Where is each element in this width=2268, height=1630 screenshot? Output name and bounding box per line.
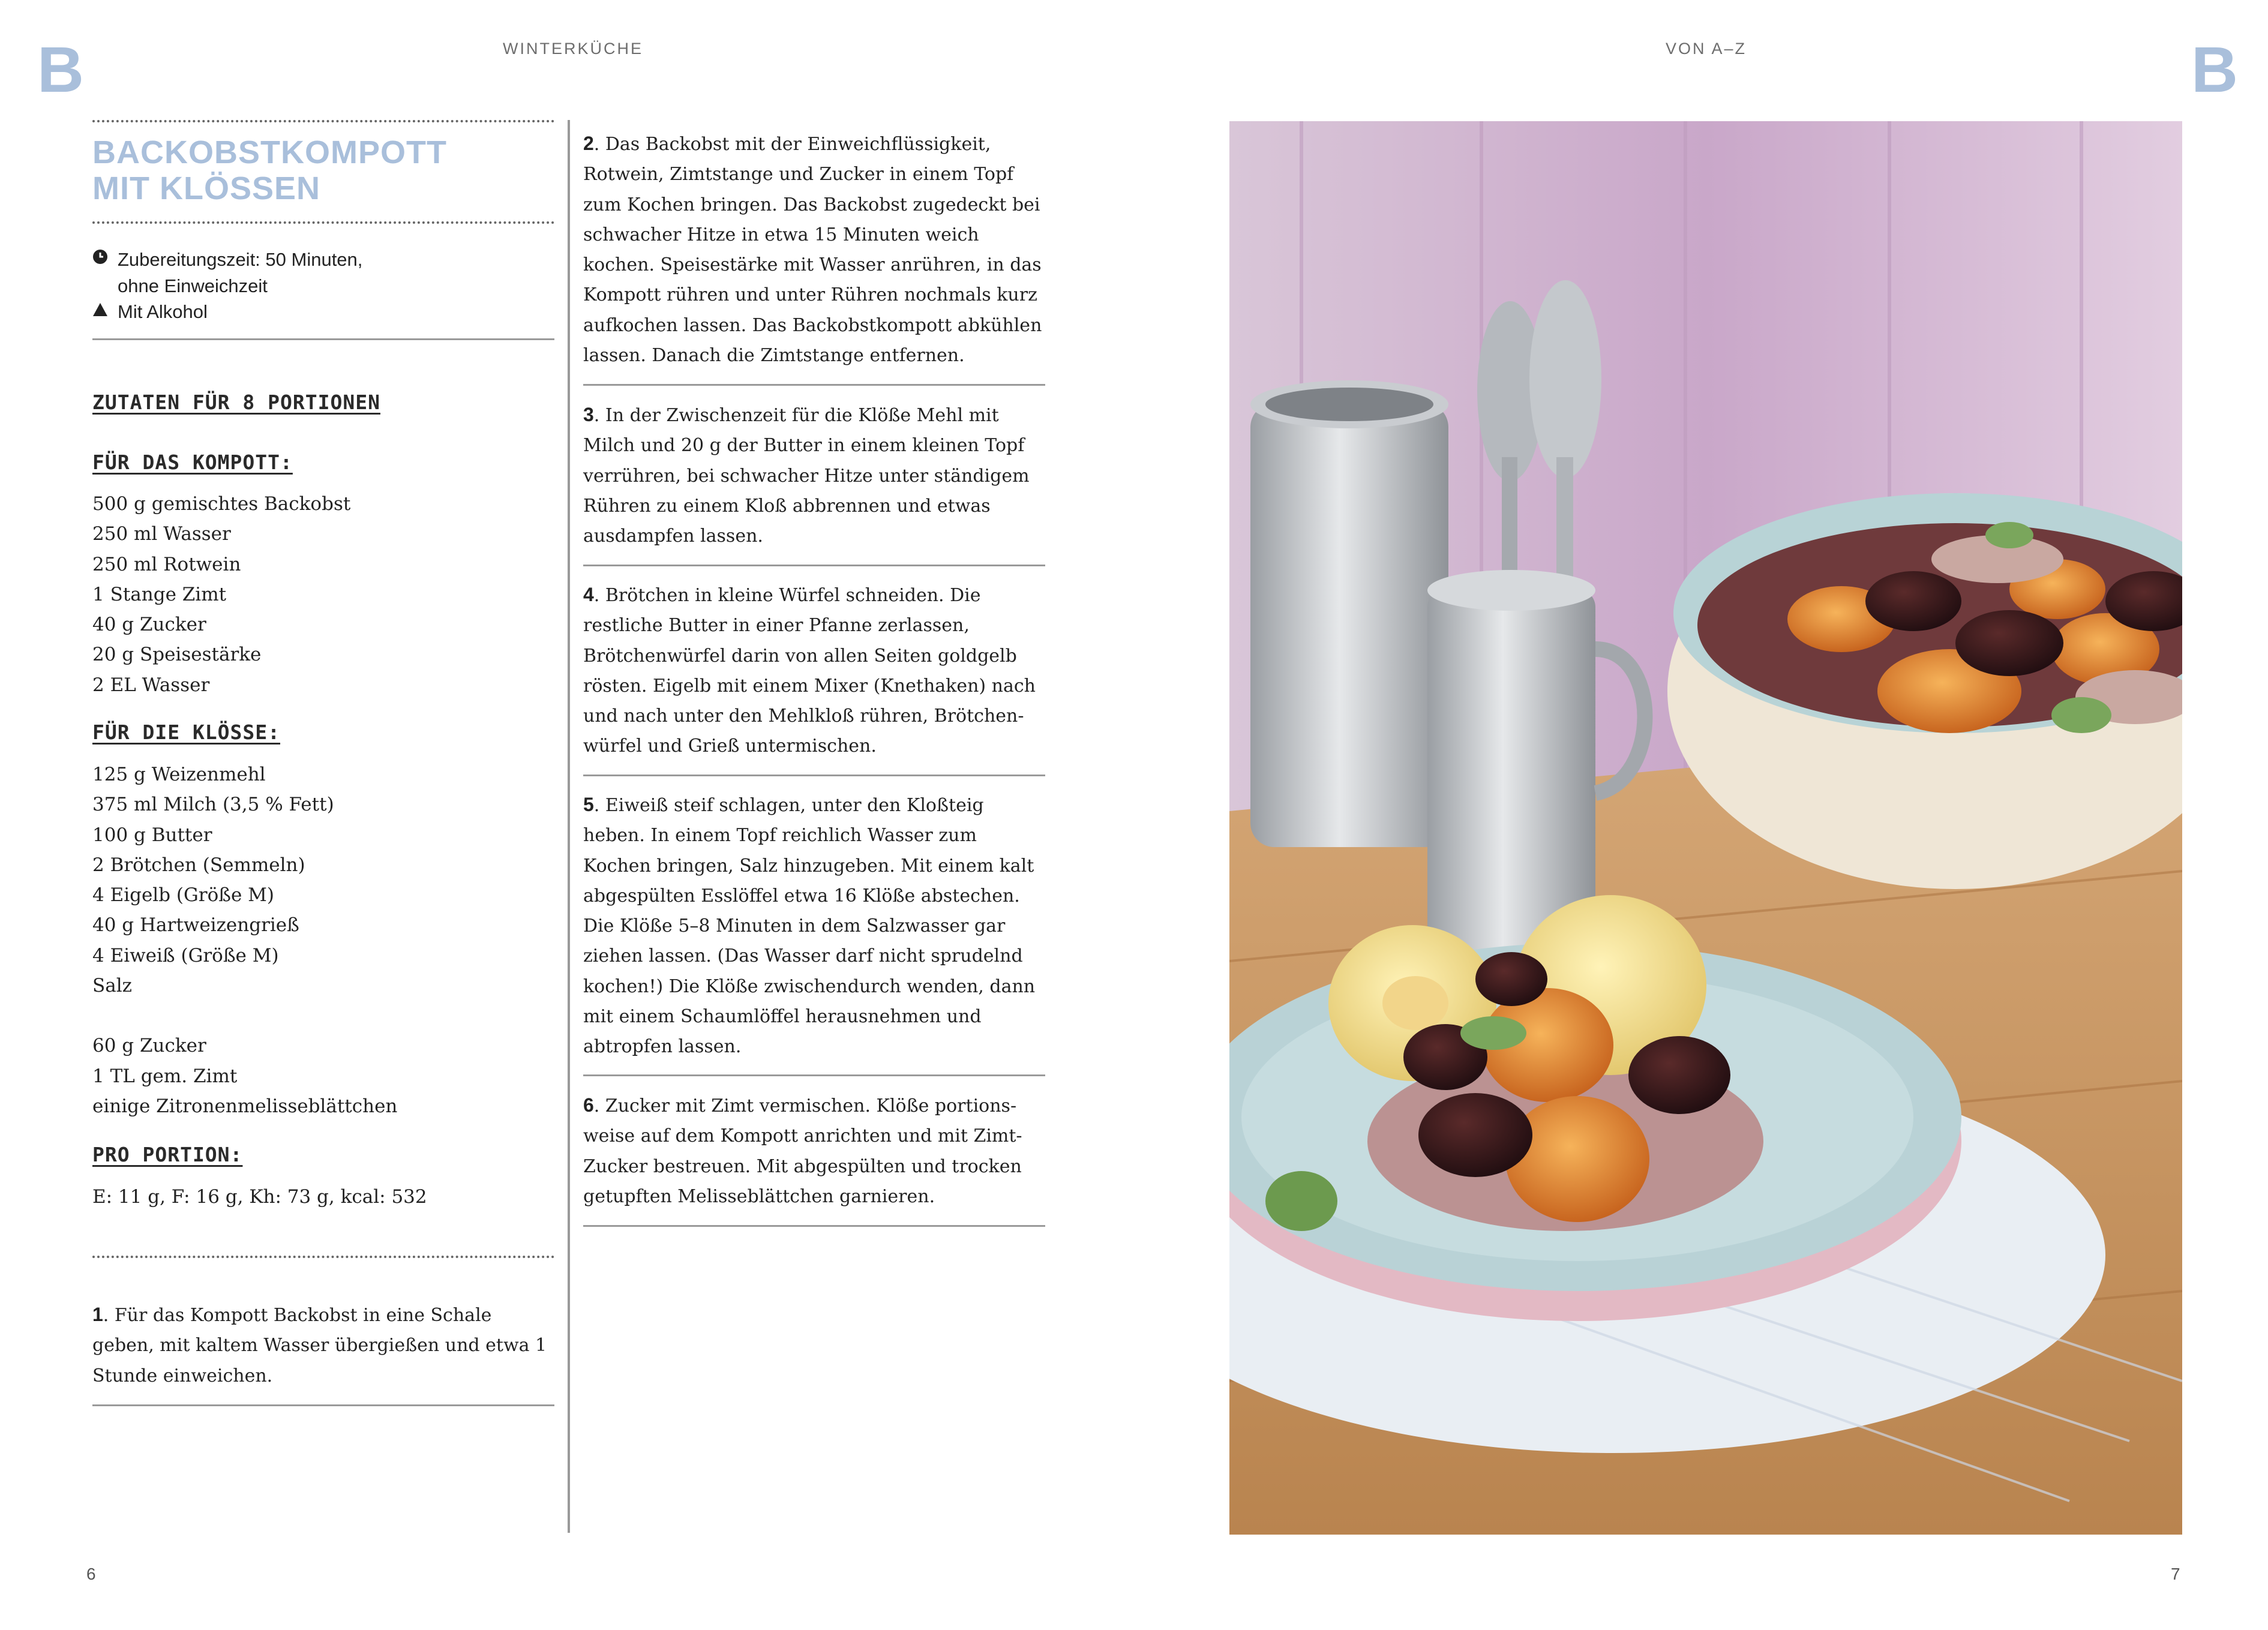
- kompott-ingredient-list: [92, 489, 350, 700]
- corner-letter-right: B: [2191, 33, 2238, 106]
- ingredient-item: 60 g Zucker: [92, 1035, 206, 1057]
- kompott-heading: FÜR DAS KOMPOTT:: [92, 451, 293, 474]
- triangle-icon: [92, 299, 118, 325]
- ingredient-item: 125 g Weizenmehl: [92, 764, 266, 785]
- ingredient-item: 2 Brötchen (Semmeln): [92, 854, 305, 876]
- prep-time-row: [92, 247, 554, 273]
- ingredient-item: 250 ml Wasser: [92, 523, 231, 545]
- ingredients-heading: ZUTATEN FÜR 8 PORTIONEN: [92, 391, 380, 414]
- page-number-left: 6: [86, 1565, 96, 1583]
- step-text: . Brötchen in kleine Würfel schneiden. Die restliche Butter in einer Pfanne zerlassen, Brötchenwürfel darin von allen Seiten goldgelb rösten. Eigelb mit einem Mixer (Knethaken) nach und nach unter den Mehlkloß rühren, Brötchenwürfel und Grieß untermischen.: [583, 585, 1036, 757]
- portion-heading: PRO PORTION:: [92, 1143, 243, 1166]
- kloesse-ingredient-list: [92, 760, 397, 1121]
- step-number: 4: [583, 584, 594, 605]
- recipe-title-line2: MIT KLÖSSEN: [92, 170, 321, 206]
- step-number: 3: [583, 404, 594, 425]
- step-2: [583, 128, 1045, 371]
- step3-bottom-rule: [583, 565, 1045, 566]
- page-number-right: 7: [2171, 1565, 2180, 1583]
- ingredient-item: 1 Stange Zimt: [92, 583, 227, 605]
- step-text: . Das Backobst mit der Einweichflüssigkeit, Rotwein, Zimtstange und Zucker in einem Topf zum Kochen bringen. Das Backobst zugedeckt bei schwacher Hitze in etwa 15 Minuten weich kochen. Speisestärke mit Wasser anrühren, in das Kompott rühren und unter Rühren nochmals kurz aufkochen lassen. Das Backobstkompott abkühlen lassen. Danach die Zimtstange entfernen.: [583, 134, 1042, 367]
- meta-bottom-rule: [92, 338, 554, 340]
- alcohol-label: Mit Alkohol: [118, 301, 208, 322]
- step-6: [583, 1090, 1045, 1212]
- title-bottom-rule: [92, 221, 554, 224]
- ingredient-item: 4 Eigelb (Größe M): [92, 884, 275, 906]
- clock-icon: [92, 247, 118, 273]
- nutrition-values: E: 11 g, F: 16 g, Kh: 73 g, kcal: 532: [92, 1186, 427, 1208]
- recipe-title: [92, 134, 447, 206]
- step-number: 5: [583, 794, 594, 815]
- recipe-title-line1: BACKOBSTKOMPOTT: [92, 134, 447, 170]
- portion-values: [92, 1182, 427, 1212]
- step-number: 6: [583, 1094, 594, 1116]
- step6-bottom-rule: [583, 1225, 1045, 1227]
- step2-bottom-rule: [583, 384, 1045, 386]
- ingredient-item: 500 g gemischtes Backobst: [92, 493, 351, 515]
- step-number: 1: [92, 1304, 103, 1325]
- step-4: [583, 580, 1045, 762]
- column-divider: [568, 120, 570, 1533]
- step-text: . In der Zwischenzeit für die Klöße Mehl mit Milch und 20 g der Butter in einem kleinen Topf verrühren, bei schwacher Hitze unter ständigem Rühren zu einem Kloß abbrennen und etwas ausdampfen lassen.: [583, 405, 1030, 547]
- alcohol-row: [92, 299, 554, 325]
- ingredient-item: 1 TL gem. Zimt: [92, 1065, 238, 1087]
- step-3: [583, 400, 1045, 551]
- ingredient-item: 40 g Hartweizengrieß: [92, 914, 299, 936]
- ingredient-item: 40 g Zucker: [92, 614, 206, 636]
- running-head-right: VON A–Z: [1666, 40, 1747, 58]
- ingredient-item: einige Zitronenmelisseblättchen: [92, 1095, 398, 1117]
- ingredient-item: 250 ml Rotwein: [92, 553, 241, 575]
- prep-time-note: ohne Einweichzeit: [118, 275, 268, 296]
- step-number: 2: [583, 133, 594, 154]
- dish-photo: [1229, 121, 2182, 1535]
- step-5: [583, 790, 1045, 1062]
- step1-top-rule: [92, 1256, 554, 1258]
- title-top-rule: [92, 120, 554, 122]
- step1-bottom-rule: [92, 1404, 554, 1406]
- kloesse-heading: FÜR DIE KLÖSSE:: [92, 721, 281, 744]
- ingredient-spacer: [92, 1001, 397, 1031]
- ingredient-item: Salz: [92, 975, 132, 997]
- ingredient-item: 2 EL Wasser: [92, 674, 210, 696]
- corner-letter-left: B: [37, 33, 84, 106]
- step-1: [92, 1299, 554, 1391]
- step4-bottom-rule: [583, 775, 1045, 776]
- running-head-left: WINTERKÜCHE: [503, 40, 643, 58]
- step-text: . Eiweiß steif schlagen, unter den Kloßteig heben. In einem Topf reichlich Wasser zum Kochen bringen, Salz hinzugeben. Mit einem kalt abgespülten Esslöffel etwa 16 Klöße abstechen. Die Klöße 5–8 Minuten in dem Salzwasser gar ziehen lassen. (Das Wasser darf nicht sprudelnd kochen!) Die Klöße zwischendurch wenden, dann mit einem Schaumlöffel herausnehmen und abtropfen lassen.: [583, 795, 1036, 1058]
- ingredient-item: 4 Eiweiß (Größe M): [92, 944, 279, 966]
- ingredient-item: 375 ml Milch (3,5 % Fett): [92, 794, 334, 816]
- ingredient-item: 20 g Speisestärke: [92, 644, 262, 666]
- step5-bottom-rule: [583, 1074, 1045, 1076]
- step-text: . Für das Kompott Backobst in eine Schale geben, mit kaltem Wasser übergießen und etwa 1 Stunde einweichen.: [92, 1305, 547, 1386]
- recipe-meta: [92, 247, 554, 325]
- prep-time-label: Zubereitungszeit: 50 Minuten,: [118, 249, 363, 270]
- step-text: . Zucker mit Zimt vermischen. Klöße portionsweise auf dem Kompott anrichten und mit Zimt-Zucker bestreuen. Mit abgespülten und trocken getupften Melisseblättchen garnieren.: [583, 1095, 1022, 1207]
- ingredient-item: 100 g Butter: [92, 824, 212, 846]
